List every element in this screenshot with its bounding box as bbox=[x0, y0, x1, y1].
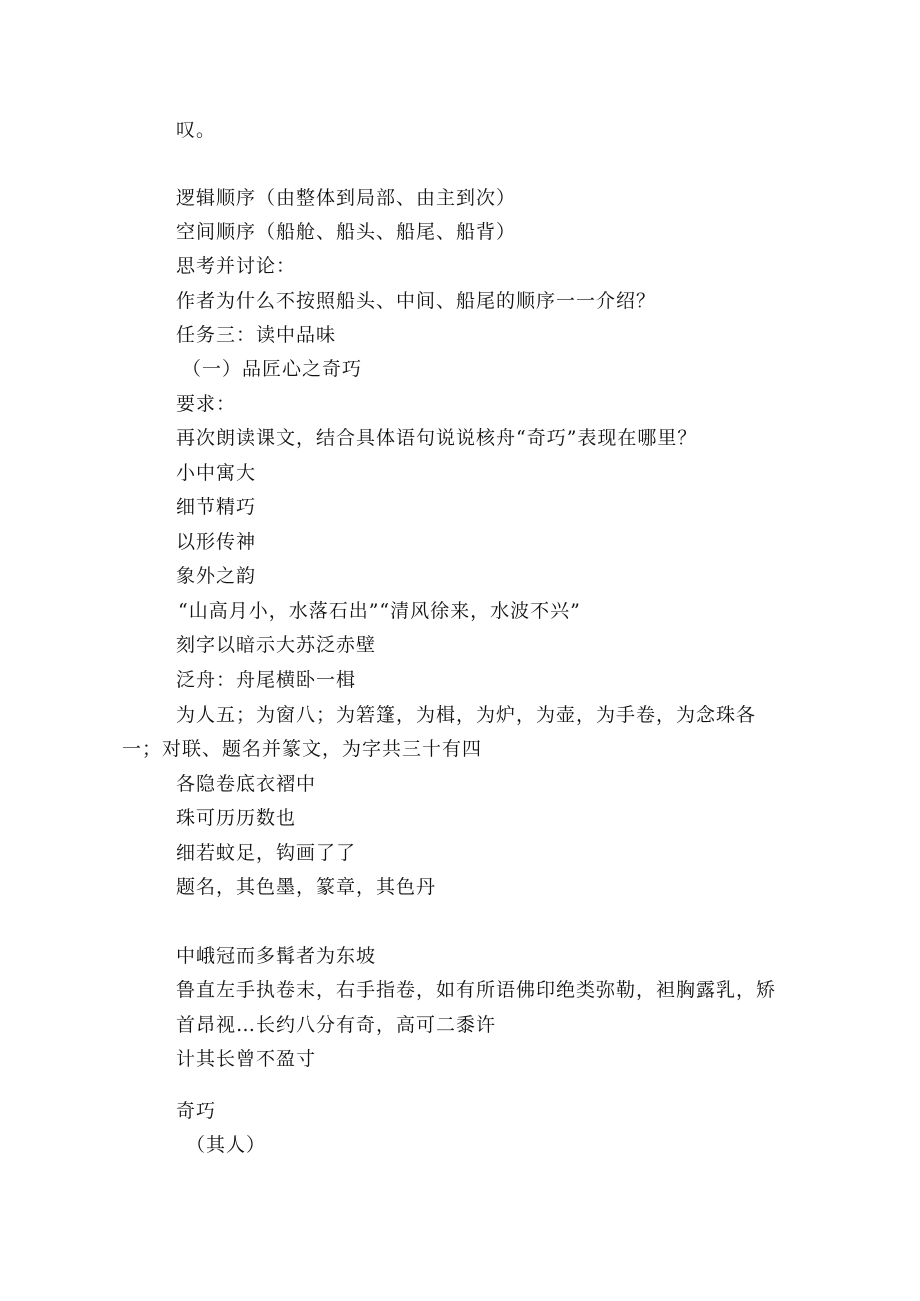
text-line-6: 任务三：读中品味 bbox=[176, 324, 337, 346]
text-line-19: 各隐卷底衣褶中 bbox=[176, 773, 317, 795]
text-line-28: （其人） bbox=[186, 1134, 267, 1156]
text-line-10: 小中寓大 bbox=[176, 462, 257, 484]
text-line-16: 泛舟：舟尾横卧一楫 bbox=[176, 669, 357, 691]
text-line-17: 为人五；为窗八；为箬篷，为楫，为炉，为壶，为手卷，为念珠各 bbox=[176, 704, 757, 726]
text-line-26: 计其长曾不盈寸 bbox=[176, 1048, 317, 1070]
text-line-21: 细若蚊足，钩画了了 bbox=[176, 842, 357, 864]
text-line-20: 珠可历历数也 bbox=[176, 807, 297, 829]
text-line-9: 再次朗读课文，结合具体语句说说核舟“奇巧”表现在哪里？ bbox=[176, 427, 698, 449]
text-line-23: 中峨冠而多髯者为东坡 bbox=[176, 945, 377, 967]
text-line-14: “山高月小，水落石出”“清风徐来，水波不兴” bbox=[178, 600, 581, 622]
text-line-15: 刻字以暗示大苏泛赤壁 bbox=[176, 634, 377, 656]
text-line-1: 叹。 bbox=[176, 119, 217, 141]
text-line-2: 逻辑顺序（由整体到局部、由主到次） bbox=[176, 187, 517, 209]
text-line-22: 题名，其色墨，篆章，其色丹 bbox=[176, 876, 437, 898]
text-line-25: 首昂视…长约八分有奇，高可二黍许 bbox=[176, 1014, 497, 1036]
text-line-3: 空间顺序（船舱、船头、船尾、船背） bbox=[176, 221, 517, 243]
text-line-8: 要求： bbox=[176, 393, 237, 415]
text-line-24: 鲁直左手执卷末，右手指卷，如有所语佛印绝类弥勒，袒胸露乳，矫 bbox=[176, 979, 777, 1001]
text-line-27: 奇巧 bbox=[176, 1100, 217, 1122]
text-line-5: 作者为什么不按照船头、中间、船尾的顺序一一介绍？ bbox=[176, 290, 657, 312]
text-line-11: 细节精巧 bbox=[176, 496, 257, 518]
text-line-12: 以形传神 bbox=[176, 531, 257, 553]
text-line-4: 思考并讨论： bbox=[176, 255, 297, 277]
text-line-13: 象外之韵 bbox=[176, 565, 257, 587]
text-line-18: 一；对联、题名并篆文，为字共三十有四 bbox=[122, 738, 483, 760]
text-line-7: （一）品匠心之奇巧 bbox=[182, 358, 363, 380]
